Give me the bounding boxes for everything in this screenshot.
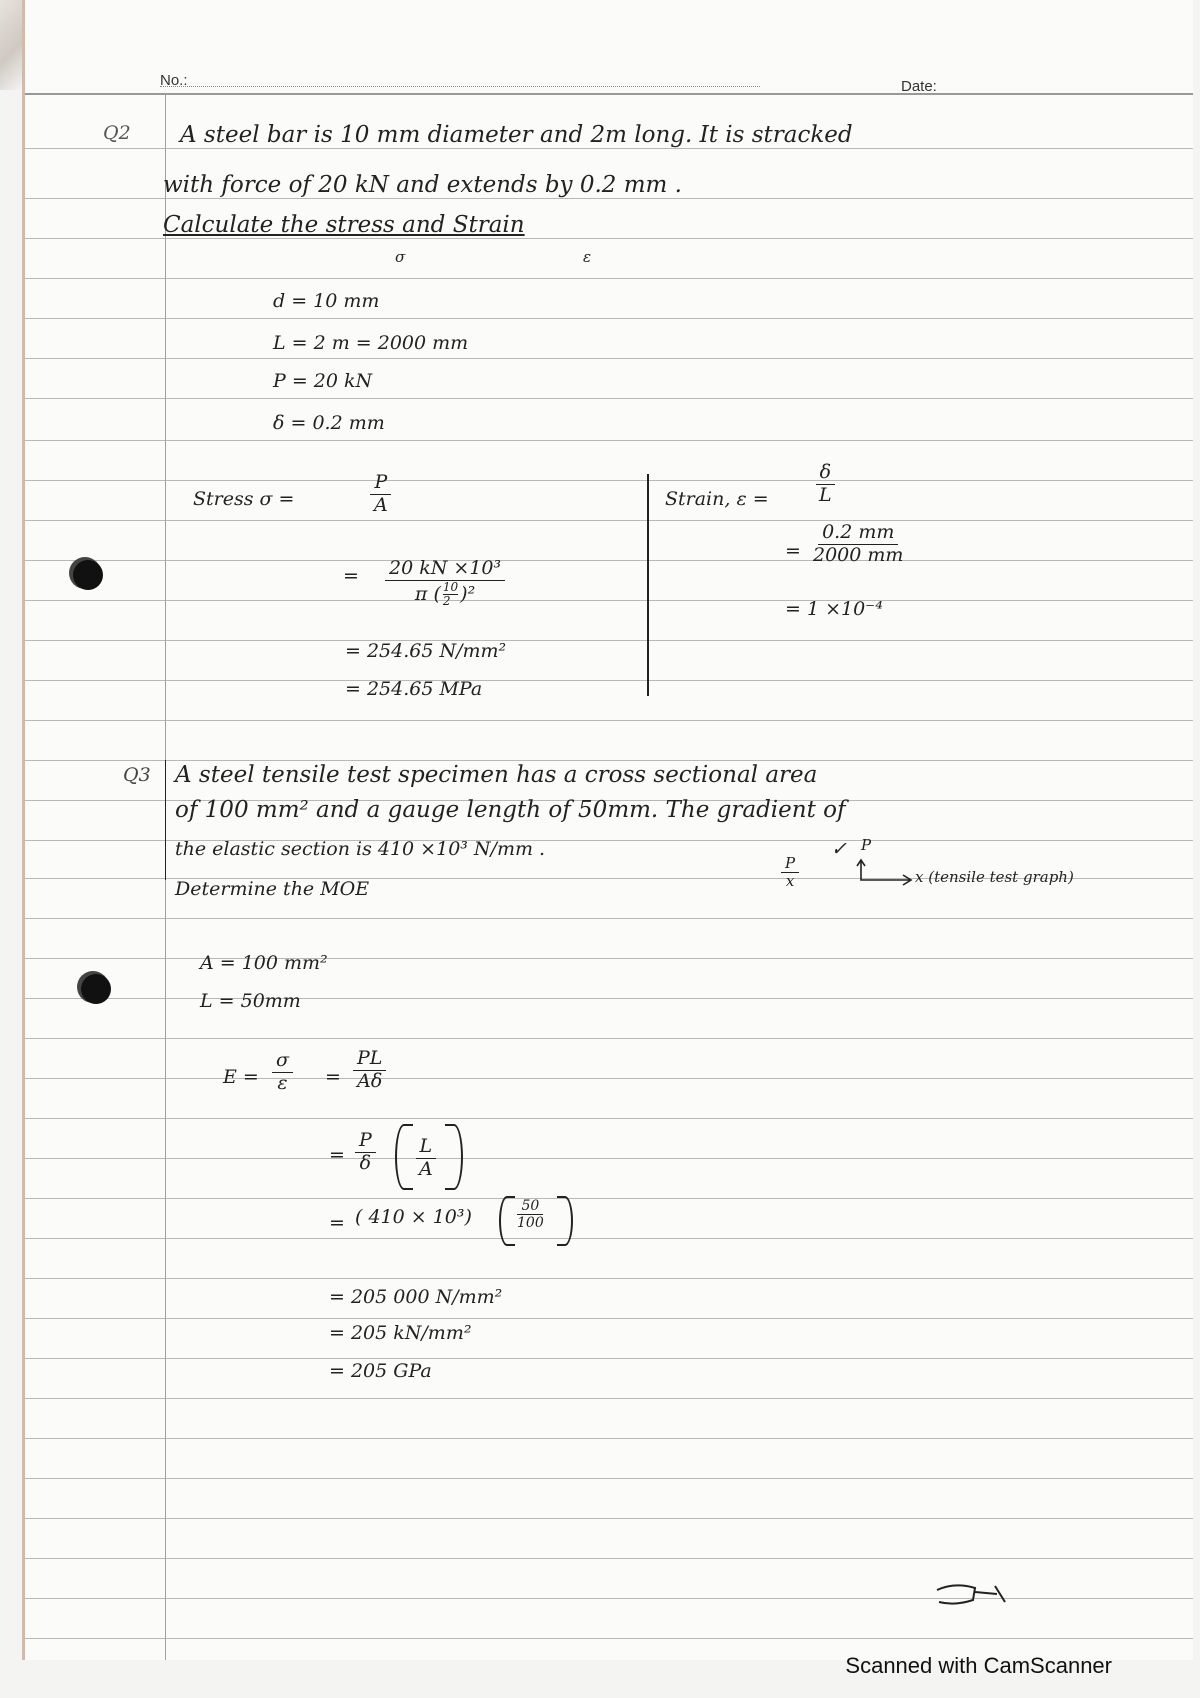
notebook-page: No.: Date: Q2 A steel bar is 10 mm diameter and 2m long. It is stracked with force of 20 kN and extends by 0.2 mm . Calculate the stress and Strain σ ε d = 10 mm L = 2 m = 2000 mm P = 20 kN δ = 0.2 mm Stress σ = $\frac{P}{A}$ = 20 kN ×10³ π ( 10 2 )² = 254.65 N/mm² = 254.65 MPa Strain, ε = $\frac{\delta}{L}$ = $\frac{0.2 mm}{2000 mm}$ = 1 ×10⁻⁴ Q3 A steel tensile test specimen has a cross sectional area of 100 mm² and a gauge length of 50mm. The gradient of the elastic section is 410 ×10³ N/mm . Determine the MOE $\frac{P}{x}$ ✓ P x (tensile test graph) A = 100 mm² L = 50mm E = $\frac{\sigma}{\varepsilon}$ = $\frac{PL}{A\delta}$ = $\frac{P}{\delta}$ $\frac{L}{A}$ = ( 410 × 10³) $\frac{50}{100}$ = 205 000 N/mm² = 205 kN/mm² = 205 GPa [22,0,1193,1660]
scanner-watermark: Scanned with CamScanner [845,1653,1112,1678]
pen-scribble-icon [935,1578,1015,1618]
q2-given-extension: δ = 0.2 mm [273,412,385,434]
q2-stress-result-mpa: = 254.65 MPa [345,678,483,700]
q2-strain-substitution: $\frac{0.2 mm}{2000 mm}$ [813,521,904,566]
q2-question-line-3: Calculate the stress and Strain [163,212,525,238]
q3-e-label: E = [223,1066,259,1088]
q2-stress-label: Stress σ = [193,488,295,510]
q3-note-check: ✓ [831,838,847,860]
q2-stress-symbol: σ [395,248,406,266]
q3-step2-gradient: ( 410 × 10³) [355,1206,472,1228]
q2-stress-formula: $\frac{P}{A}$ [370,472,392,517]
q2-strain-symbol: ε [583,248,592,266]
q2-strain-result: = 1 ×10⁻⁴ [785,598,883,620]
q3-given-length: L = 50mm [200,990,301,1012]
q3-question-line-4: Determine the MOE [175,878,370,900]
binder-hole [73,560,103,590]
q3-note-axis-text: x (tensile test graph) [915,868,1074,886]
q2-stress-substitution: 20 kN ×10³ π ( 10 2 )² [385,558,505,608]
q3-given-area: A = 100 mm² [200,952,328,974]
q3-note-arrow-icon [855,858,915,888]
q3-step1-l-over-a: $\frac{L}{A}$ [415,1136,437,1181]
date-label: Date: [901,78,937,95]
q2-question-line-1: A steel bar is 10 mm diameter and 2m long. It is stracked [180,122,853,148]
q2-number: Q2 [103,122,131,144]
q3-result-gpa: = 205 GPa [329,1360,432,1382]
q3-note-fraction: $\frac{P}{x}$ [781,855,799,891]
q2-stress-result-nmm2: = 254.65 N/mm² [345,640,507,662]
q2-column-divider [647,474,649,696]
q3-e-stress-strain: $\frac{\sigma}{\varepsilon}$ [272,1050,293,1095]
q3-step2-ratio: $\frac{50}{100}$ [517,1198,544,1232]
q2-given-length: L = 2 m = 2000 mm [273,332,469,354]
q2-question-line-2: with force of 20 kN and extends by 0.2 mm . [163,172,682,198]
q2-given-force: P = 20 kN [273,370,373,392]
q3-step1-p-over-delta: $\frac{P}{\delta}$ [355,1130,376,1175]
q3-question-line-3: the elastic section is 410 ×10³ N/mm . [175,838,546,860]
q3-question-line-2: of 100 mm² and a gauge length of 50mm. The gradient of [175,797,846,823]
q3-note-p: P [861,836,872,854]
q3-question-line-1: A steel tensile test specimen has a cross sectional area [175,762,818,788]
binder-hole [81,974,111,1004]
q3-result-nmm2: = 205 000 N/mm² [329,1286,503,1308]
q2-given-diameter: d = 10 mm [273,290,380,312]
page-number-label: No.: [160,72,188,89]
q3-result-knmm2: = 205 kN/mm² [329,1322,472,1344]
q3-number: Q3 [123,764,151,786]
q2-strain-formula: $\frac{\delta}{L}$ [815,462,836,507]
q2-strain-label: Strain, ε = [665,488,769,510]
q3-e-pl-adelta: $\frac{PL}{A\delta}$ [353,1048,386,1093]
